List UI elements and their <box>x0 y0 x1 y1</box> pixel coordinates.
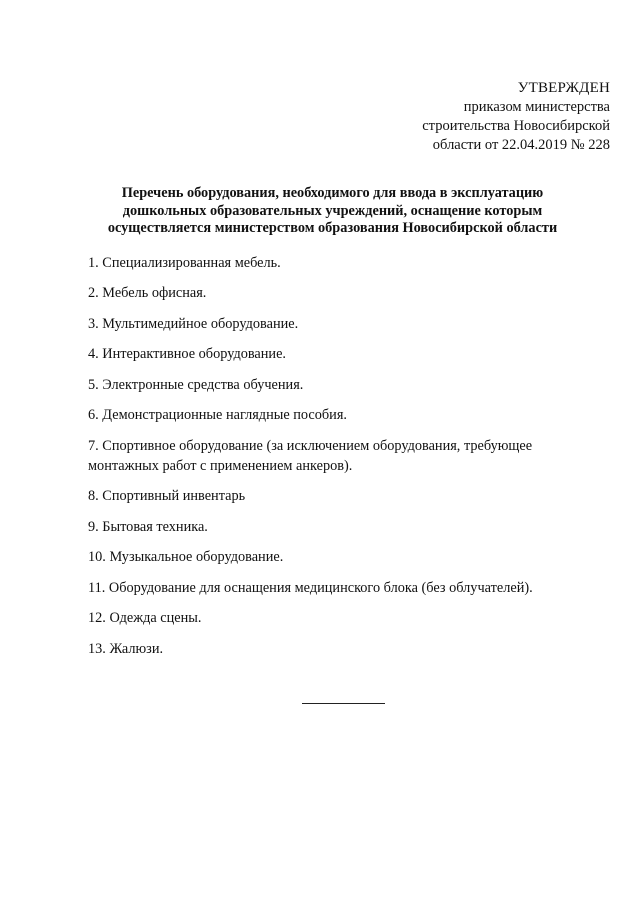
end-separator-line <box>302 703 385 704</box>
title-line-1: Перечень оборудования, необходимого для ввода в эксплуатацию <box>121 185 544 201</box>
document-title <box>60 185 605 238</box>
list-item: 5. Электронные средства обучения. <box>88 377 304 393</box>
list-item: 1. Специализированная мебель. <box>88 255 281 271</box>
title-line-2: дошкольных образовательных учреждений, оснащение которым <box>122 202 543 219</box>
list-item: 4. Интерактивное оборудование. <box>88 346 286 362</box>
title-line-3: осуществляется министерством образования Новосибирской области <box>107 220 558 236</box>
approval-ministry-line: строительства Новосибирской <box>422 118 610 134</box>
approval-stamp <box>290 79 610 155</box>
approval-word: УТВЕРЖДЕН <box>517 80 610 96</box>
approval-order-line: приказом министерства <box>463 99 610 115</box>
list-item: 6. Демонстрационные наглядные пособия. <box>88 407 347 423</box>
approval-date-line: области от 22.04.2019 № 228 <box>432 137 610 153</box>
list-item: 13. Жалюзи. <box>88 641 164 657</box>
list-item: 2. Мебель офисная. <box>88 285 207 301</box>
list-item: 7. Спортивное оборудование (за исключением оборудования, требующее монтажных работ с применением анкеров). <box>88 438 533 474</box>
list-item: 12. Одежда сцены. <box>88 610 202 626</box>
list-item: 11. Оборудование для оснащения медицинского блока (без облучателей). <box>88 580 533 596</box>
list-item: 8. Спортивный инвентарь <box>88 488 246 504</box>
list-item: 9. Бытовая техника. <box>88 519 208 535</box>
list-item: 3. Мультимедийное оборудование. <box>88 316 299 332</box>
list-item: 10. Музыкальное оборудование. <box>88 549 284 565</box>
